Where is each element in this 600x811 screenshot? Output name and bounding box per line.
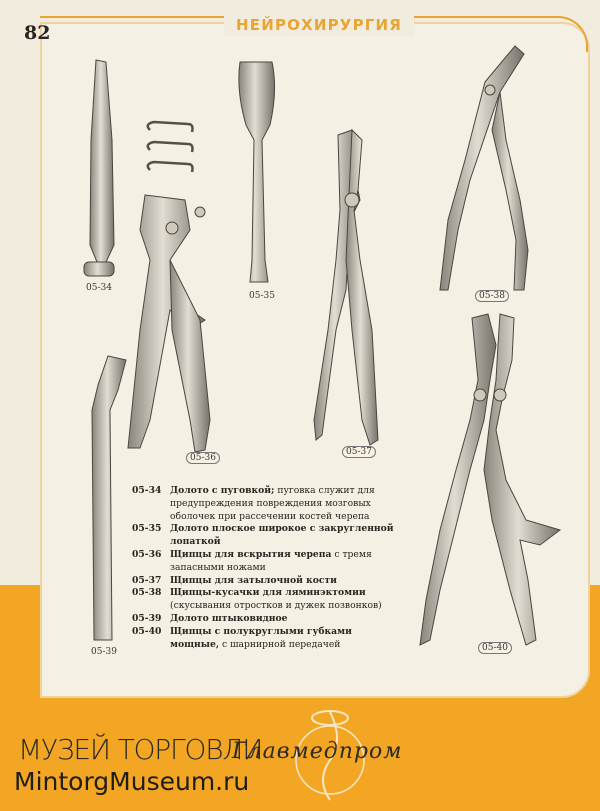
legend-code: 05-38 bbox=[132, 587, 162, 599]
legend-code: 05-40 bbox=[132, 625, 162, 637]
legend-code: 05-34 bbox=[132, 485, 162, 496]
figure-label-05-36: 05-36 bbox=[186, 452, 220, 464]
figure-label-05-37: 05-37 bbox=[342, 446, 376, 458]
museum-watermark: МУЗЕЙ ТОРГОВЛИ bbox=[18, 733, 263, 766]
legend-desc: пуговка служит для предупреждения повреждения мозговых оболочек при рассечении костей черепа bbox=[170, 485, 375, 522]
legend-code: 05-39 bbox=[132, 612, 162, 624]
legend-code: 05-35 bbox=[132, 523, 162, 535]
legend-title: Долото штыковидное bbox=[170, 612, 288, 624]
legend-desc: (скусывания отростков и дужек позвонков) bbox=[170, 600, 382, 612]
legend-desc: с шарнирной передачей bbox=[219, 638, 341, 650]
section-header: НЕЙРОХИРУРГИЯ bbox=[224, 14, 414, 36]
figure-label-05-40: 05-40 bbox=[478, 642, 512, 654]
figure-label-05-38: 05-38 bbox=[475, 290, 509, 302]
figure-label-05-39: 05-39 bbox=[91, 647, 117, 657]
legend-title: Щипцы для вскрытия черепа bbox=[170, 548, 332, 560]
figure-label-05-34: 05-34 bbox=[86, 283, 112, 293]
legend-title: Щипцы с полукруглыми губками мощные, bbox=[170, 625, 352, 650]
legend-title: Долото с пуговкой; bbox=[170, 485, 275, 496]
legend-code: 05-37 bbox=[132, 574, 162, 586]
page-number: 82 bbox=[24, 22, 51, 44]
brand-glavmedprom: Главмедпром bbox=[232, 739, 403, 764]
legend-code: 05-36 bbox=[132, 548, 162, 560]
legend-title: Щипцы для затылочной кости bbox=[170, 574, 337, 586]
legend-title: Щипцы-кусачки для ляминэктомии bbox=[170, 587, 366, 599]
figure-label-05-35: 05-35 bbox=[249, 291, 275, 301]
legend-title: Долото плоское широкое с закругленной лопаткой bbox=[170, 523, 394, 548]
site-watermark: MintorgMuseum.ru bbox=[14, 767, 250, 796]
legend-desc: с тремя запасными ножами bbox=[170, 548, 372, 573]
